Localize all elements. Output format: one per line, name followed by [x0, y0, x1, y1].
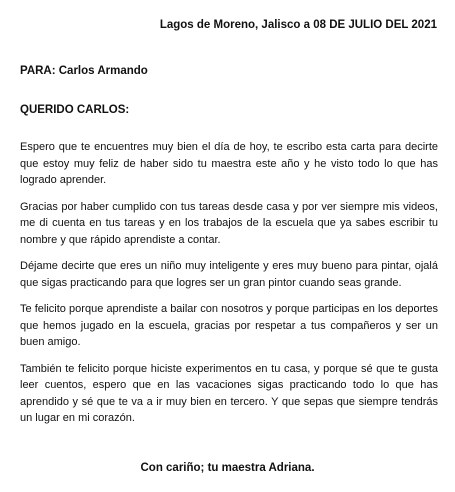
letter-greeting: QUERIDO CARLOS:: [20, 104, 130, 116]
letter-date: Lagos de Moreno, Jalisco a 08 DE JULIO DEL 2021: [159, 19, 437, 31]
letter-paragraph: Te felicito porque aprendiste a bailar con nosotros y porque participas en los deportes que hemos jugado en la escuela, gracias por respetar a tus compañeros y ser un buen amigo.: [20, 303, 438, 348]
letter-body: [20, 139, 438, 437]
letter-recipient: PARA: Carlos Armando: [20, 65, 148, 77]
letter-paragraph: Gracias por haber cumplido con tus tareas desde casa y por ver siempre mis videos, me di cuenta en tus tareas y en los trabajos de la escuela que ya sabes escribir tu nombre y que rápido aprendiste a contar.: [20, 200, 438, 246]
letter-paragraph: También te felicito porque hiciste experimentos en tu casa, y porque sé que te gusta leer cuentos, espero que en las vacaciones sigas practicando todo lo que has aprendido y sé que te va a ir muy bien en tercero. Y que sepas que siempre tendrás un lugar en mi corazón.: [20, 362, 438, 424]
letter-paragraph: Espero que te encuentres muy bien el día de hoy, te escribo esta carta para decirte que estoy muy feliz de haber sido tu maestra este año y he visto todo lo que has logrado aprender.: [20, 141, 438, 186]
letter-paragraph: Déjame decirte que eres un niño muy inteligente y eres muy bueno para pintar, ojalá que sigas practicando para que logres ser un gran pintor cuando seas grande.: [20, 260, 438, 289]
letter-signature: Con cariño; tu maestra Adriana.: [140, 462, 315, 474]
